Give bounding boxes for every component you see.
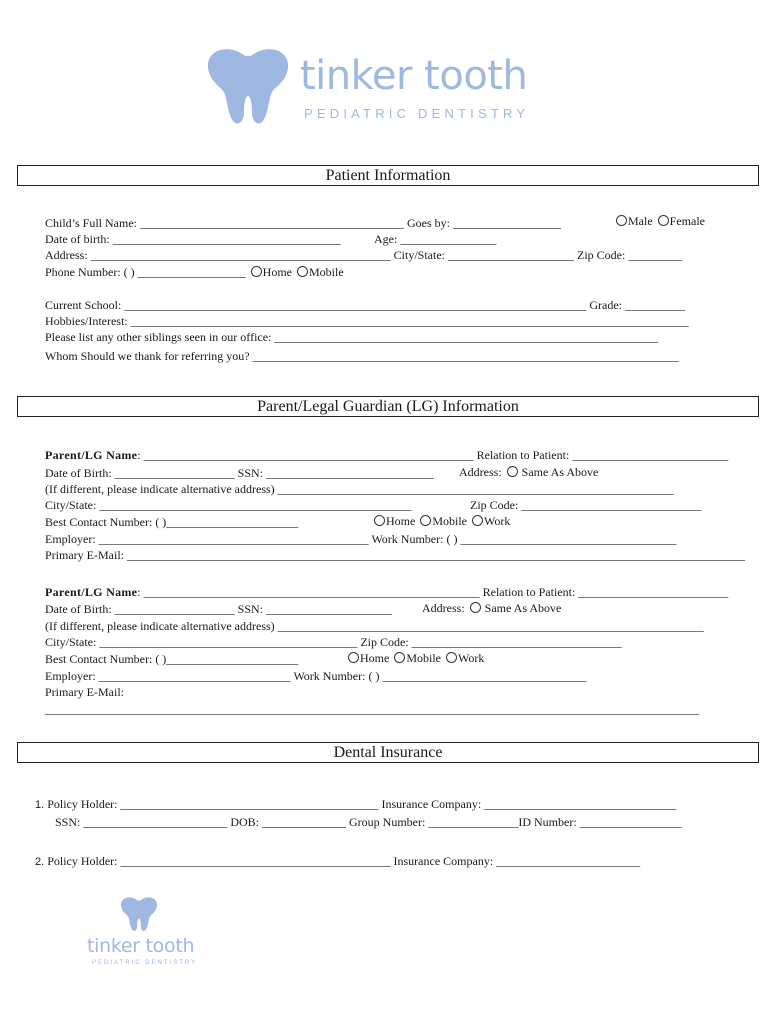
guardian1-same-label: Same As Above	[521, 465, 599, 479]
home-label: Home	[262, 265, 292, 279]
guardian1-contact: Best Contact Number: ( )______________________	[45, 515, 299, 529]
female-label: Female	[669, 214, 705, 228]
guardian2-address-label: Address:	[422, 601, 465, 615]
mobile-radio[interactable]	[297, 266, 308, 277]
guardian2-city: City/State: ___________________________________________ Zip Code: ___________________________________	[45, 635, 622, 649]
guardian2-name-label: Parent/LG Name	[45, 585, 138, 599]
guardian2-alt-address: (If different, please indicate alternative address) _______________________________________________________________________	[45, 619, 704, 633]
guardian2-home-label: Home	[360, 651, 390, 665]
age-line: Age: ________________	[374, 232, 497, 246]
phone-line: Phone Number: ( ) __________________	[45, 265, 246, 279]
logo-wordmark: tinker tooth	[300, 53, 528, 99]
mobile-label: Mobile	[308, 265, 344, 279]
guardian1-zip: Zip Code: ______________________________	[470, 498, 702, 512]
address-line: Address: __________________________________________________ City/State: _____________________ Zip Code: _________	[45, 248, 683, 262]
guardian1-dob-line: Date of Birth: ____________________ SSN: ____________________________	[45, 466, 434, 480]
section-header-parent: Parent/Legal Guardian (LG) Information	[17, 396, 759, 417]
guardian2-work-radio[interactable]	[446, 652, 457, 663]
guardian1-alt-address: (If different, please indicate alternative address) __________________________________________________________________	[45, 482, 674, 496]
guardian2-mobile-radio[interactable]	[394, 652, 405, 663]
guardian1-employer: Employer: _____________________________________________ Work Number: ( ) ____________________________________	[45, 532, 677, 546]
child-name-line: Child’s Full Name: ____________________________________________ Goes by: __________________	[45, 216, 561, 230]
policy1-number: 1.	[35, 799, 45, 811]
tooth-logo-icon	[202, 46, 294, 126]
logo-subtitle: PEDIATRIC DENTISTRY	[304, 106, 530, 121]
guardian2-email-line: _____________________________________________________________________________________________________________	[45, 702, 699, 716]
policy1-details-line: SSN: ________________________ DOB: ______________ Group Number: _______________ID Number: _________________	[55, 815, 682, 829]
section-header-patient: Patient Information	[17, 165, 759, 186]
guardian2-work-label: Work	[458, 651, 485, 665]
school-line: Current School: _____________________________________________________________________________ Grade: __________	[45, 298, 685, 312]
guardian2-employer: Employer: ________________________________ Work Number: ( ) __________________________________	[45, 669, 587, 683]
footer-logo-subtitle: PEDIATRIC DENTISTRY	[92, 960, 198, 966]
guardian1-same-radio[interactable]	[507, 466, 518, 477]
guardian2-home-radio[interactable]	[348, 652, 359, 663]
footer-logo-wordmark: tinker tooth	[87, 935, 195, 957]
guardian1-address-label: Address:	[459, 465, 502, 479]
guardian2-name-line: : ________________________________________________________ Relation to Patient: _________________________	[137, 585, 729, 599]
home-radio[interactable]	[251, 266, 262, 277]
hobbies-line: Hobbies/Interest: _____________________________________________________________________________________________	[45, 314, 689, 328]
tooth-logo-small-icon	[118, 896, 160, 932]
male-label: Male	[628, 214, 653, 228]
guardian1-name-label: Parent/LG Name	[45, 448, 138, 462]
guardian1-mobile-label: Mobile	[432, 514, 467, 528]
section-header-insurance: Dental Insurance	[17, 742, 759, 763]
guardian2-mobile-label: Mobile	[406, 651, 441, 665]
referral-line: Whom Should we thank for referring you? _______________________________________________________________________	[45, 349, 679, 363]
guardian1-home-radio[interactable]	[374, 515, 385, 526]
guardian2-email-label: Primary E-Mail:	[45, 685, 124, 699]
female-radio[interactable]	[658, 215, 669, 226]
policy2-number: 2.	[35, 856, 45, 868]
guardian1-name-line: : _______________________________________________________ Relation to Patient: __________________________	[137, 448, 729, 462]
guardian1-home-label: Home	[386, 514, 416, 528]
guardian2-dob-line: Date of Birth: ____________________ SSN: _____________________	[45, 602, 392, 616]
guardian1-work-radio[interactable]	[472, 515, 483, 526]
dob-line: Date of birth: ______________________________________	[45, 232, 341, 246]
policy2-holder-line: Policy Holder: _____________________________________________ Insurance Company: ________________________	[47, 854, 641, 868]
policy1-holder-line: Policy Holder: ___________________________________________ Insurance Company: ________________________________	[47, 797, 677, 811]
guardian1-email: Primary E-Mail: _______________________________________________________________________________________________________	[45, 548, 745, 562]
guardian1-city: City/State: ____________________________________________________	[45, 498, 412, 512]
guardian1-mobile-radio[interactable]	[420, 515, 431, 526]
guardian2-contact: Best Contact Number: ( )______________________	[45, 652, 299, 666]
guardian1-work-label: Work	[484, 514, 511, 528]
guardian2-same-radio[interactable]	[470, 602, 481, 613]
siblings-line: Please list any other siblings seen in our office: ________________________________________________________________	[45, 330, 659, 344]
guardian2-same-label: Same As Above	[484, 601, 562, 615]
male-radio[interactable]	[616, 215, 627, 226]
